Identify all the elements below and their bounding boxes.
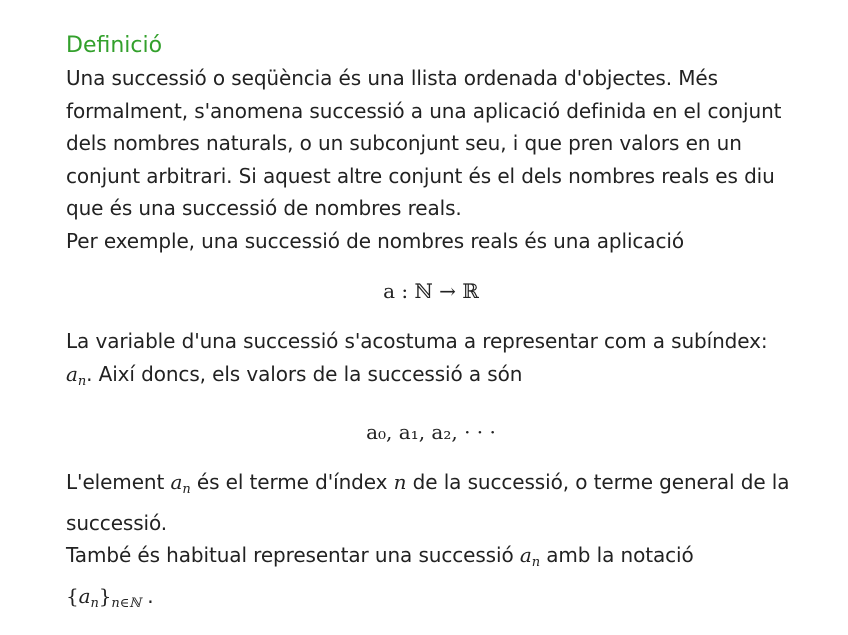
notation-expression [66,580,796,621]
math-var: a [170,470,183,494]
paragraph-subindex-text-end: . Així doncs, els valors de la successió a són [86,361,523,386]
notation-pre: També és habitual representar una successió [66,543,514,567]
definition-block [66,30,796,620]
paragraph-notation [66,539,796,580]
paragraph-general-term [66,466,796,539]
general-term-post: de la successió, o terme general de la successió. [66,470,790,535]
formula-mapping: a : ℕ → ℝ [383,279,479,303]
math-var: a [66,361,78,386]
math-sub: n [182,482,191,497]
math-sub: n [77,373,87,389]
math-var: a [519,543,532,567]
paragraph-subindex [66,325,796,398]
paragraph-subindex-text: La variable d'una successió s'acostuma a representar com a subíndex: [66,329,768,353]
brace-close: } [98,583,112,608]
paragraph-definition: Una successió o seqüència és una llista ordenada d'objectes. Més formalment, s'anomena successió a una aplicació definida en el conjunt dels nombres naturals, o un subconjunt seu, i que pren valors en un conjunt arbitrari. Si aquest altre conjunt és el dels nombres reals es diu que és una successió de nombres reals. [66,66,782,220]
notation-end: . [140,583,154,608]
math-index: n [393,470,407,494]
paragraph-example: Per exemple, una successió de nombres reals és una aplicació [66,228,684,253]
notation-post: amb la notació [546,543,694,567]
math-sub: n [90,595,99,611]
math-var: a [78,583,91,608]
brace-open: { [66,583,79,608]
math-sub: n [531,555,540,570]
notation-index: n∈ℕ [111,595,141,611]
general-term-mid: és el terme d'índex [196,470,388,494]
formula-sequence: a₀, a₁, a₂, · · · [366,420,496,444]
definition-title: Definició [66,33,163,58]
general-term-pre: L'element [66,470,165,494]
